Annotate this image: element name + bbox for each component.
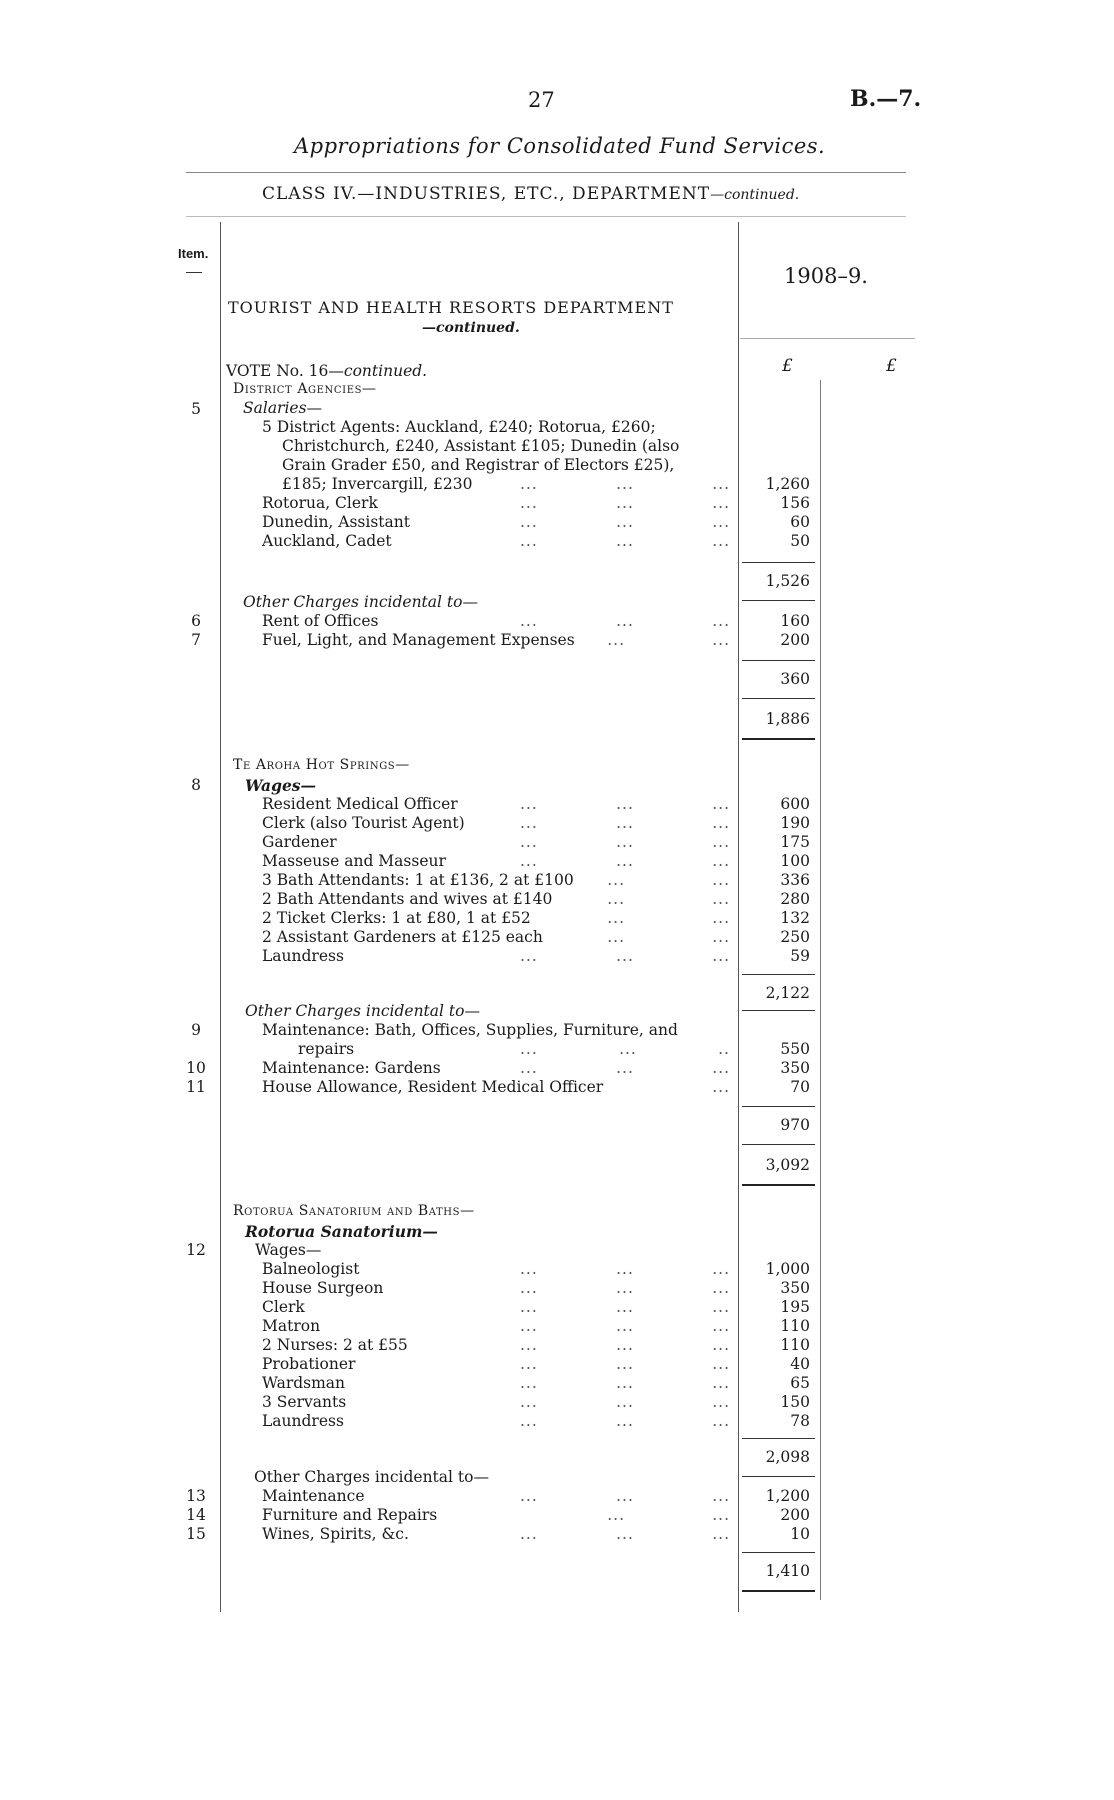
row-label: Rent of Offices [262,612,379,630]
table-row [0,1040,1114,1059]
table-row [0,947,1114,966]
subtotal-rule [742,1476,815,1477]
row-amount: 78 [790,1412,810,1430]
row-amount: 150 [780,1393,810,1411]
subtotal-rule [742,562,815,563]
other-charges-heading: Other Charges incidental to— [243,593,478,611]
row-amount: 190 [780,814,810,832]
row-label: Auckland, Cadet [262,532,392,550]
class-heading: CLASS IV.—INDUSTRIES, ETC., DEPARTMENT—continued. [262,184,800,204]
table-row [0,1317,1114,1336]
leader-dots: ... ... ... [520,1412,730,1430]
row-amount: 10 [790,1525,810,1543]
subtotal-rule [742,600,815,601]
page-title: Appropriations for Consolidated Fund Services. [294,134,826,158]
leader-dots: ... ... ... [520,1355,730,1373]
row-label: Wardsman [262,1374,346,1392]
table-row [0,1078,1114,1097]
row-amount: 1,260 [765,475,810,493]
leader-dots: ... ... ... [520,1279,730,1297]
department-continued: —continued. [422,320,520,336]
subtotal-rule [742,1144,815,1145]
row-label: 2 Assistant Gardeners at £125 each [262,928,543,946]
row-amount: 1,200 [765,1487,810,1505]
table-row [0,1393,1114,1412]
item-underline [186,272,202,273]
leader-dots: ... ... ... [520,1487,730,1505]
table-row [0,852,1114,871]
rotorua-sanatorium-heading: Rotorua Sanatorium— [245,1222,438,1241]
row-amount: 110 [780,1336,810,1354]
row-amount: 200 [780,631,810,649]
subtotal-rule [742,1106,815,1107]
leader-dots: ... ... ... [520,1260,730,1278]
other-charges-total: 970 [780,1116,810,1134]
row-label: £185; Invercargill, £230 [282,475,473,493]
table-row [0,1021,1114,1040]
row-label: Furniture and Repairs [262,1506,438,1524]
row-label: Probationer [262,1355,356,1373]
leader-dots: ... ... ... [520,795,730,813]
row-amount: 550 [780,1040,810,1058]
currency-symbol-1: £ [782,356,793,376]
currency-symbol-2: £ [886,356,897,376]
item-number-row [0,400,1114,419]
table-row [0,494,1114,513]
row-label: Laundress [262,1412,344,1430]
table-row [0,1374,1114,1393]
row-label: Gardener [262,833,337,851]
vote-heading: VOTE No. 16—continued. [226,362,428,380]
other-charges-total: 360 [780,670,810,688]
table-row [0,1525,1114,1544]
row-label: Dunedin, Assistant [262,513,410,531]
table-row [0,532,1114,551]
leader-dots: ... ... [607,871,730,889]
leader-dots: ... ... ... [520,833,730,851]
leader-dots: ... ... ... [520,475,730,493]
te-aroha-heading: Te Aroha Hot Springs— [233,757,410,773]
row-label: House Surgeon [262,1279,384,1297]
other-charges-total: 1,410 [765,1562,810,1580]
item-number: 11 [186,1078,206,1096]
document-reference: B.—7. [850,86,922,112]
subtotal: 2,122 [765,984,810,1002]
row-amount: 65 [790,1374,810,1392]
table-row [0,1412,1114,1431]
leader-dots: ... [712,1078,730,1096]
table-row [0,631,1114,650]
table-row [0,1506,1114,1525]
row-amount: 50 [790,532,810,550]
row-label: 3 Servants [262,1393,347,1411]
table-row [0,1298,1114,1317]
leader-dots: ... ... ... [520,1059,730,1077]
subtotal: 2,098 [765,1448,810,1466]
class-rule [186,216,906,217]
leader-dots: ... ... ... [520,513,730,531]
leader-dots: ... ... [607,1506,730,1524]
row-label: 3 Bath Attendants: 1 at £136, 2 at £100 [262,871,574,889]
wages-heading: Wages— [255,1241,322,1259]
total-rule [742,738,815,740]
row-label: Maintenance: Gardens [262,1059,441,1077]
total-rule [742,1590,815,1592]
subtotal-rule [742,1552,815,1553]
leader-dots: ... ... ... [520,1336,730,1354]
row-label: Matron [262,1317,321,1335]
table-row [0,795,1114,814]
leader-dots: ... ... ... [520,1298,730,1316]
district-agencies-heading: District Agencies— [233,381,377,397]
year-rule [740,338,915,339]
title-rule [186,172,906,173]
item-number: 9 [191,1021,201,1039]
row-label: Fuel, Light, and Management Expenses [262,631,575,649]
leader-dots: ... ... [607,909,730,927]
table-row [0,890,1114,909]
row-amount: 250 [780,928,810,946]
table-row [0,612,1114,631]
leader-dots: ... ... ... [520,1393,730,1411]
page-number: 27 [528,88,555,112]
row-amount: 100 [780,852,810,870]
item-number: 6 [191,612,201,630]
row-label: Resident Medical Officer [262,795,458,813]
row-label: 2 Ticket Clerks: 1 at £80, 1 at £52 [262,909,531,927]
row-amount: 156 [780,494,810,512]
section-total: 1,886 [765,710,810,728]
table-row [0,513,1114,532]
item-number: 15 [186,1525,206,1543]
department-heading: TOURIST AND HEALTH RESORTS DEPARTMENT [228,298,674,317]
row-amount: 132 [780,909,810,927]
table-row [0,871,1114,890]
leader-dots: ... ... ... [520,852,730,870]
subtotal-rule [742,660,815,661]
item-number: 7 [191,631,201,649]
total-rule [742,1184,815,1186]
row-amount: 110 [780,1317,810,1335]
table-row [0,1241,1114,1260]
row-label: Wines, Spirits, &c. [262,1525,409,1543]
row-label: Balneologist [262,1260,360,1278]
item-number: 12 [186,1241,206,1259]
table-row [0,833,1114,852]
table-row [0,909,1114,928]
table-row [0,1260,1114,1279]
subtotal: 1,526 [765,572,810,590]
row-amount: 160 [780,612,810,630]
row-amount: 40 [790,1355,810,1373]
row-amount: 59 [790,947,810,965]
agents-line-3: Grain Grader £50, and Registrar of Electors £25), [282,456,675,474]
row-label: Laundress [262,947,344,965]
leader-dots: ... ... [607,890,730,908]
table-row [0,814,1114,833]
agents-line-2: Christchurch, £240, Assistant £105; Dunedin (also [282,437,680,455]
leader-dots: ... ... ... [520,1317,730,1335]
leader-dots: ... ... ... [520,494,730,512]
salaries-heading: Salaries— [243,399,323,417]
item-number: 5 [191,400,201,418]
row-amount: 600 [780,795,810,813]
row-label: 2 Bath Attendants and wives at £140 [262,890,553,908]
other-charges-heading: Other Charges incidental to— [245,1002,480,1020]
row-amount: 70 [790,1078,810,1096]
row-label: Rotorua, Clerk [262,494,378,512]
leader-dots: ... ... ... [520,814,730,832]
leader-dots: ... ... ... [520,1374,730,1392]
other-charges-heading: Other Charges incidental to— [254,1468,489,1486]
row-label: Clerk (also Tourist Agent) [262,814,465,832]
item-number: 10 [186,1059,206,1077]
leader-dots: ... ... .. [520,1040,730,1058]
row-amount: 175 [780,833,810,851]
row-label: House Allowance, Resident Medical Officer [262,1078,604,1096]
section-total: 3,092 [765,1156,810,1174]
leader-dots: ... ... [607,928,730,946]
row-label: repairs [298,1040,355,1058]
table-row [0,1336,1114,1355]
table-row [0,1355,1114,1374]
row-amount: 60 [790,513,810,531]
leader-dots: ... ... ... [520,1525,730,1543]
row-amount: 350 [780,1059,810,1077]
subtotal-rule [742,698,815,699]
row-amount: 1,000 [765,1260,810,1278]
row-amount: 200 [780,1506,810,1524]
subtotal-rule [742,1010,815,1011]
item-number: 14 [186,1506,206,1524]
table-row [0,1279,1114,1298]
leader-dots: ... ... ... [520,532,730,550]
wages-heading: Wages— [245,776,317,795]
leader-dots: ... ... ... [520,947,730,965]
subtotal-rule [742,974,815,975]
row-amount: 280 [780,890,810,908]
item-column-header: Item. [178,246,209,261]
item-number: 13 [186,1487,206,1505]
item-number: 8 [191,776,201,794]
row-amount: 350 [780,1279,810,1297]
table-row [0,928,1114,947]
row-label: 2 Nurses: 2 at £55 [262,1336,408,1354]
row-label: Clerk [262,1298,305,1316]
table-row [0,1059,1114,1078]
row-amount: 336 [780,871,810,889]
table-row [0,1487,1114,1506]
table-row [0,776,1114,795]
subtotal-rule [742,1438,815,1439]
year-header: 1908–9. [784,264,868,288]
rotorua-heading: Rotorua Sanatorium and Baths— [233,1203,475,1219]
row-label: Maintenance: Bath, Offices, Supplies, Furniture, and [262,1021,678,1039]
agents-line-1: 5 District Agents: Auckland, £240; Rotorua, £260; [262,418,656,436]
leader-dots: ... ... [607,631,730,649]
row-label: Maintenance [262,1487,365,1505]
row-amount: 195 [780,1298,810,1316]
row-label: Masseuse and Masseur [262,852,446,870]
leader-dots: ... ... ... [520,612,730,630]
table-row [0,475,1114,494]
